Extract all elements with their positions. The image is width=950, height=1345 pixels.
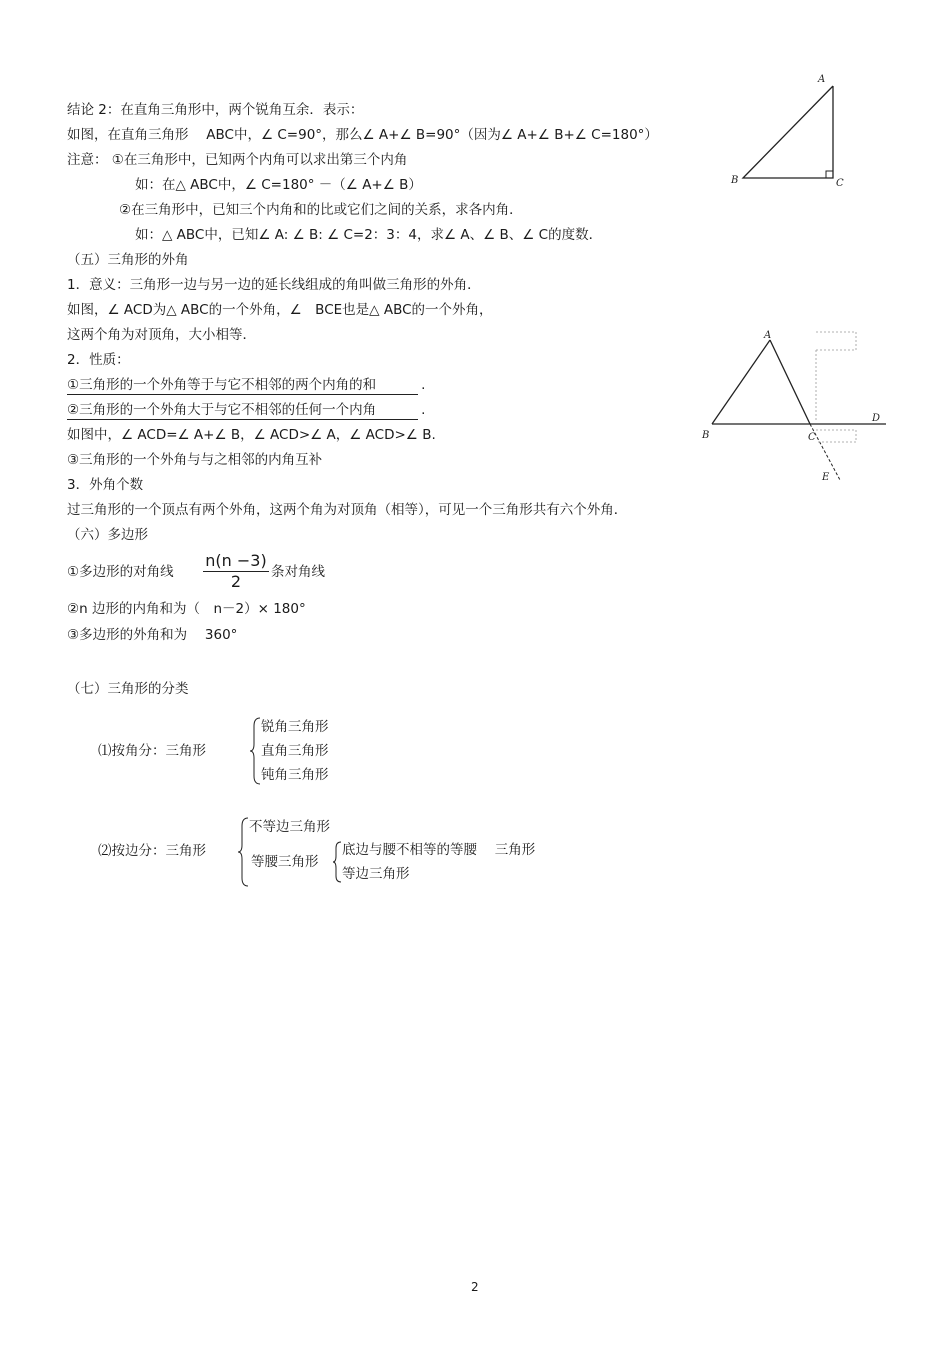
period: .: [421, 377, 426, 393]
fraction-denominator: 2: [230, 572, 242, 591]
equilateral-triangle: 等边三角形: [342, 866, 410, 882]
note-2: ②在三角形中，已知三个内角和的比或它们之间的关系，求各内角．: [119, 202, 523, 218]
property-2: [67, 401, 425, 419]
vertical-angles-note: 这两个角为对顶角，大小相等．: [67, 327, 256, 343]
property-1-text: ①三角形的一个外角等于与它不相邻的两个内角的和: [67, 377, 418, 395]
diagonals-suffix: 条对角线: [271, 564, 325, 580]
fig2-label-a: A: [764, 330, 772, 341]
page-number: 2: [471, 1280, 479, 1294]
figure-explanation: 如图，∠ ACD为△ ABC的一个外角，∠ BCE也是△ ABC的一个外角，: [67, 302, 493, 318]
period: .: [421, 402, 426, 418]
fig1-label-a: A: [818, 74, 826, 85]
exterior-angle-figure: [698, 328, 898, 488]
fig1-label-c: C: [836, 178, 844, 189]
right-triangle: 直角三角形: [261, 743, 329, 759]
definition: 1．意义：三角形一边与另一边的延长线组成的角叫做三角形的外角．: [67, 277, 481, 293]
isosceles-non-equilateral: 底边与腰不相等的等腰 三角形: [342, 842, 536, 858]
properties-title: 2．性质：: [67, 352, 130, 368]
right-triangle-statement: 如图，在直角三角形 ABC中，∠ C=90°，那么∠ A+∠ B=90°（因为∠ A+∠ B+∠ C=180°）: [67, 127, 658, 143]
note-1: 注意： ①在三角形中，已知两个内角可以求出第三个内角: [67, 152, 408, 168]
exterior-angle-sum: ③多边形的外角和为 360°: [67, 627, 238, 643]
exterior-count-text: 过三角形的一个顶点有两个外角，这两个角为对顶角（相等），可见一个三角形共有六个外角．: [67, 502, 628, 518]
property-2-text: ②三角形的一个外角大于与它不相邻的任何一个内角: [67, 402, 418, 420]
fig2-label-c: C: [808, 432, 816, 443]
diagonals-fraction: [203, 551, 269, 592]
figure-relations: 如图中，∠ ACD=∠ A+∠ B，∠ ACD>∠ A，∠ ACD>∠ B.: [67, 427, 436, 443]
scalene-triangle: 不等边三角形: [249, 819, 330, 835]
interior-angle-sum: ②n 边形的内角和为（ n－2）× 180°: [67, 601, 306, 617]
by-side-label: ⑵按边分：三角形: [98, 843, 206, 859]
obtuse-triangle: 钝角三角形: [261, 767, 329, 783]
right-triangle-figure: [728, 70, 848, 190]
isosceles-triangle: 等腰三角形: [251, 854, 319, 870]
conclusion-2: 结论 2：在直角三角形中，两个锐角互余．表示：: [67, 102, 364, 118]
fig1-label-b: B: [731, 175, 739, 186]
exterior-count-title: 3．外角个数: [67, 477, 144, 493]
property-1: [67, 376, 425, 394]
section-5-title: （五）三角形的外角: [67, 252, 189, 268]
fraction-numerator: n(n −3): [203, 551, 269, 572]
property-3: ③三角形的一个外角与与之相邻的内角互补: [67, 452, 323, 468]
fig2-label-b: B: [702, 430, 710, 441]
section-7-title: （七）三角形的分类: [67, 681, 189, 697]
note-2-example: 如：△ ABC中，已知∠ A: ∠ B: ∠ C=2：3：4，求∠ A、∠ B、∠ C的度数．: [135, 227, 603, 243]
fig2-label-d: D: [872, 413, 881, 424]
acute-triangle: 锐角三角形: [261, 719, 329, 735]
note-1-example: 如：在△ ABC中，∠ C=180° －（∠ A+∠ B）: [135, 177, 422, 193]
by-angle-label: ⑴按角分：三角形: [98, 743, 206, 759]
fig2-label-e: E: [822, 472, 830, 483]
section-6-title: （六）多边形: [67, 527, 148, 543]
diagonals-label: ①多边形的对角线: [67, 564, 174, 580]
